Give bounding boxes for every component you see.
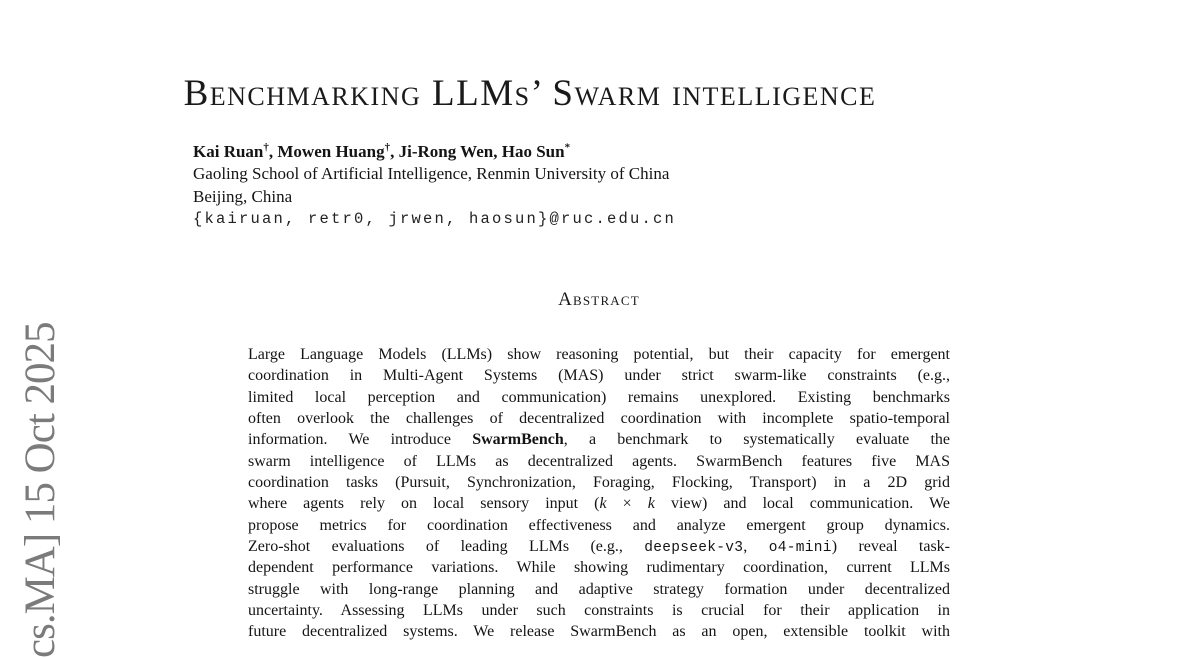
- abstract-line: [248, 493, 950, 514]
- abstract-text: information. We introduce: [248, 431, 473, 449]
- abstract-text: coordination tasks (Pursuit, Synchronization, Foraging, Flocking, Transport) in a 2D grid: [248, 474, 950, 492]
- abstract-line: [248, 579, 950, 600]
- abstract-line: [248, 344, 950, 365]
- abstract-line: [248, 557, 950, 578]
- model-name-mono: o4-mini: [768, 540, 832, 557]
- abstract-text: Zero-shot evaluations of leading LLMs (e.g.,: [248, 538, 645, 556]
- author-name: Hao Sun: [501, 142, 565, 161]
- abstract-line: [248, 365, 950, 386]
- abstract-text: swarm intelligence of LLMs as decentralized agents. SwarmBench features five MAS: [248, 452, 950, 470]
- abstract-text: future decentralized systems. We release SwarmBench as an open, extensible toolkit with: [248, 623, 950, 641]
- author-name: Ji-Rong Wen: [398, 142, 494, 161]
- abstract-text: ×: [606, 495, 648, 513]
- abstract-line: [248, 472, 950, 493]
- model-name-mono: deepseek-v3: [644, 540, 744, 557]
- abstract-text: often overlook the challenges of decentralized coordination with incomplete spatio-temporal: [248, 410, 950, 428]
- abstract-line: [248, 621, 950, 642]
- abstract-text: ) reveal task-: [831, 538, 951, 556]
- abstract-heading: Abstract: [558, 289, 640, 310]
- abstract-text: Large Language Models (LLMs) show reasoning potential, but their capacity for emergent: [248, 346, 950, 363]
- author-name: Mowen Huang: [277, 142, 385, 161]
- author-name: Kai Ruan: [193, 142, 264, 161]
- abstract-line: [248, 515, 950, 536]
- arxiv-watermark: cs.MA] 15 Oct 2025: [17, 322, 64, 658]
- abstract-text: struggle with long-range planning and adaptive strategy formation under decentralized: [248, 580, 950, 598]
- swarmbench-bold-text: SwarmBench: [472, 431, 564, 449]
- abstract-text: limited local perception and communication) remains unexplored. Existing benchmarks: [248, 388, 950, 406]
- abstract-line: [248, 408, 950, 429]
- author-block: [193, 141, 676, 231]
- email-line: {kairuan, retr0, jrwen, haosun}@ruc.edu.cn: [193, 210, 677, 229]
- abstract-body: [248, 344, 950, 643]
- abstract-text: dependent performance variations. While showing rudimentary coordination, current LLMs: [248, 559, 950, 577]
- abstract-line: [248, 600, 950, 621]
- abstract-text: view) and local communication. We: [654, 495, 950, 513]
- abstract-text: coordination in Multi-Agent Systems (MAS) under strict swarm-like constraints (e.g.,: [248, 367, 950, 385]
- abstract-text: propose metrics for coordination effectiveness and analyze emergent group dynamics.: [248, 516, 950, 534]
- author-separator: ,: [493, 142, 502, 161]
- author-separator: ,: [268, 142, 278, 161]
- authors-line: [193, 141, 676, 163]
- author-footnote-dagger: †: [384, 141, 391, 154]
- abstract-text: ,: [743, 538, 769, 556]
- math-variable-k: k: [647, 495, 655, 513]
- abstract-line: [248, 536, 950, 557]
- author-footnote-asterisk: *: [564, 141, 571, 154]
- abstract-line: [248, 451, 950, 472]
- abstract-text: uncertainty. Assessing LLMs under such constraints is crucial for their application in: [248, 602, 950, 620]
- abstract-text: where agents rely on local sensory input (: [248, 495, 600, 513]
- author-separator: ,: [390, 142, 399, 161]
- math-variable-k: k: [599, 495, 607, 513]
- affiliation-line: Gaoling School of Artificial Intelligence, Renmin University of China: [193, 164, 670, 184]
- abstract-text: , a benchmark to systematically evaluate the: [563, 431, 951, 449]
- paper-title: Benchmarking LLMs’ Swarm intelligence: [183, 73, 877, 114]
- abstract-line: [248, 429, 950, 450]
- abstract-line: [248, 387, 950, 408]
- city-line: Beijing, China: [193, 186, 293, 206]
- author-footnote-dagger: †: [263, 141, 269, 154]
